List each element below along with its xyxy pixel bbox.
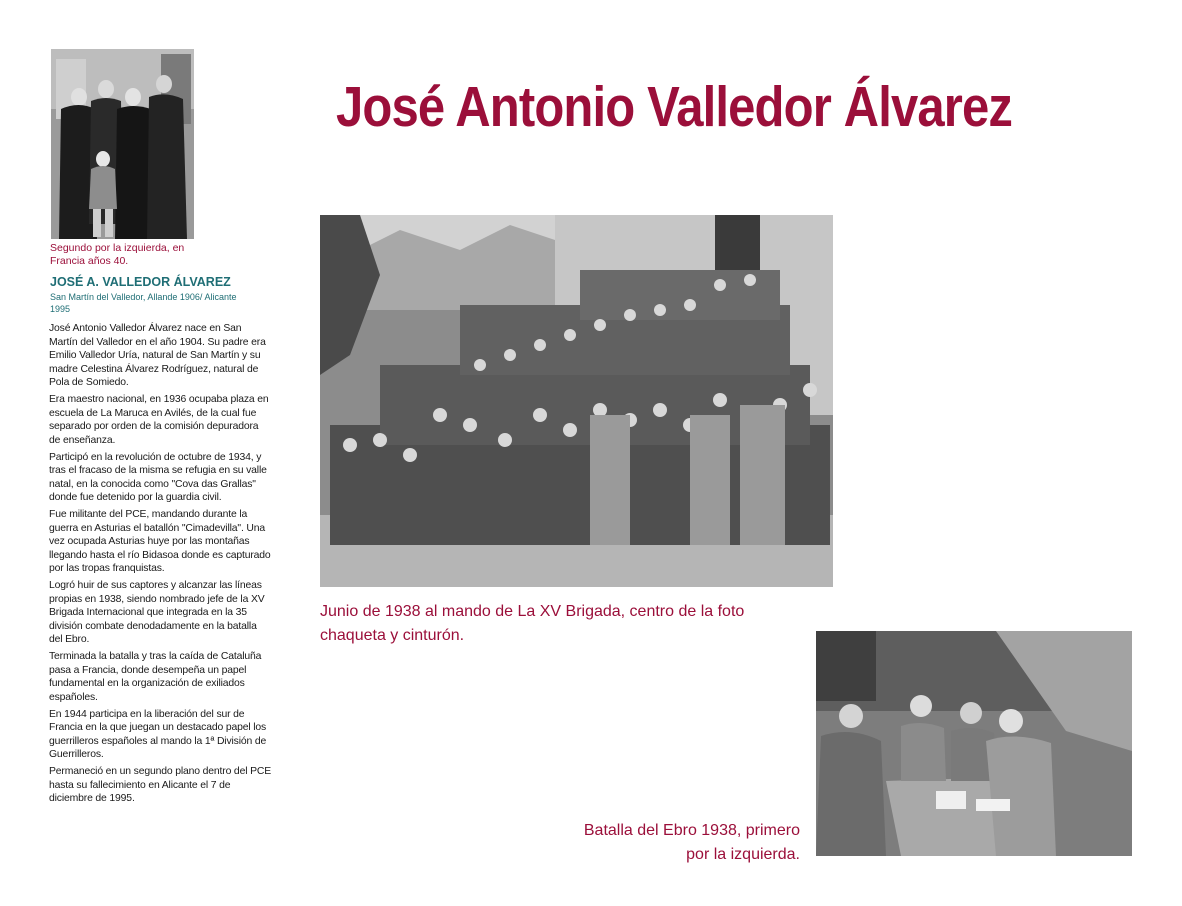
bio-origin: San Martín del Valledor, Allande 1906/ Alicante 1995 [50,292,237,314]
ebro-battle-photo [816,631,1132,856]
bio-text [49,322,271,809]
portrait-caption: Segundo por la izquierda, en Francia años 40. [50,242,185,267]
portrait-photo [51,49,194,239]
bio-paragraph: José Antonio Valledor Álvarez nace en San Martín del Valledor en el año 1904. Su padre era Emilio Valledor Uría, natural de San Martín y su madre Celestina Álvarez Rodríguez, natural de Pola de Somiedo. [49,323,266,388]
bio-paragraph: En 1944 participa en la liberación del sur de Francia en la que juegan un destacado papel los guerrilleros españoles al mando la 1ª División de Guerrilleros. [49,708,267,760]
brigade-photo-caption: Junio de 1938 al mando de La XV Brigada, centro de la foto chaqueta y cinturón. [320,603,745,644]
bio-paragraph: Terminada la batalla y tras la caída de Cataluña pasa a Francia, donde desempeña un papel fundamental en la organización de exiliados españoles. [49,651,262,703]
bio-name: JOSÉ A. VALLEDOR ÁLVAREZ [50,275,231,289]
bio-paragraph: Permaneció en un segundo plano dentro del PCE hasta su fallecimiento en Alicante el 7 de diciembre de 1995. [49,766,272,804]
page-title: José Antonio Valledor Álvarez [336,75,1013,139]
bio-paragraph: Era maestro nacional, en 1936 ocupaba plaza en escuela de La Maruca en Avilés, de la cual fue separado por orden de la comisión depuradora de enseñanza. [49,394,269,446]
ebro-photo-caption: Batalla del Ebro 1938, primero por la izquierda. [583,822,800,863]
bio-paragraph: Participó en la revolución de octubre de 1934, y tras el fracaso de la misma se refugia en su valle natal, en la conocida como "Cova das Grallas" donde fue detenido por la guardia civil. [49,451,267,503]
bio-paragraph: Fue militante del PCE, mandando durante la guerra en Asturias el batallón "Cimadevilla". Una vez ocupada Asturias huye por las montañas llegando hasta el río Bidasoa donde es capturado por las tropas franquistas. [49,509,271,574]
bio-paragraph: Logró huir de sus captores y alcanzar las líneas propias en 1938, siendo nombrado jefe de la XV Brigada Internacional que integrada en la 35 división combate denodadamente en la batalla del Ebro. [49,580,265,645]
brigade-group-photo [320,215,833,587]
